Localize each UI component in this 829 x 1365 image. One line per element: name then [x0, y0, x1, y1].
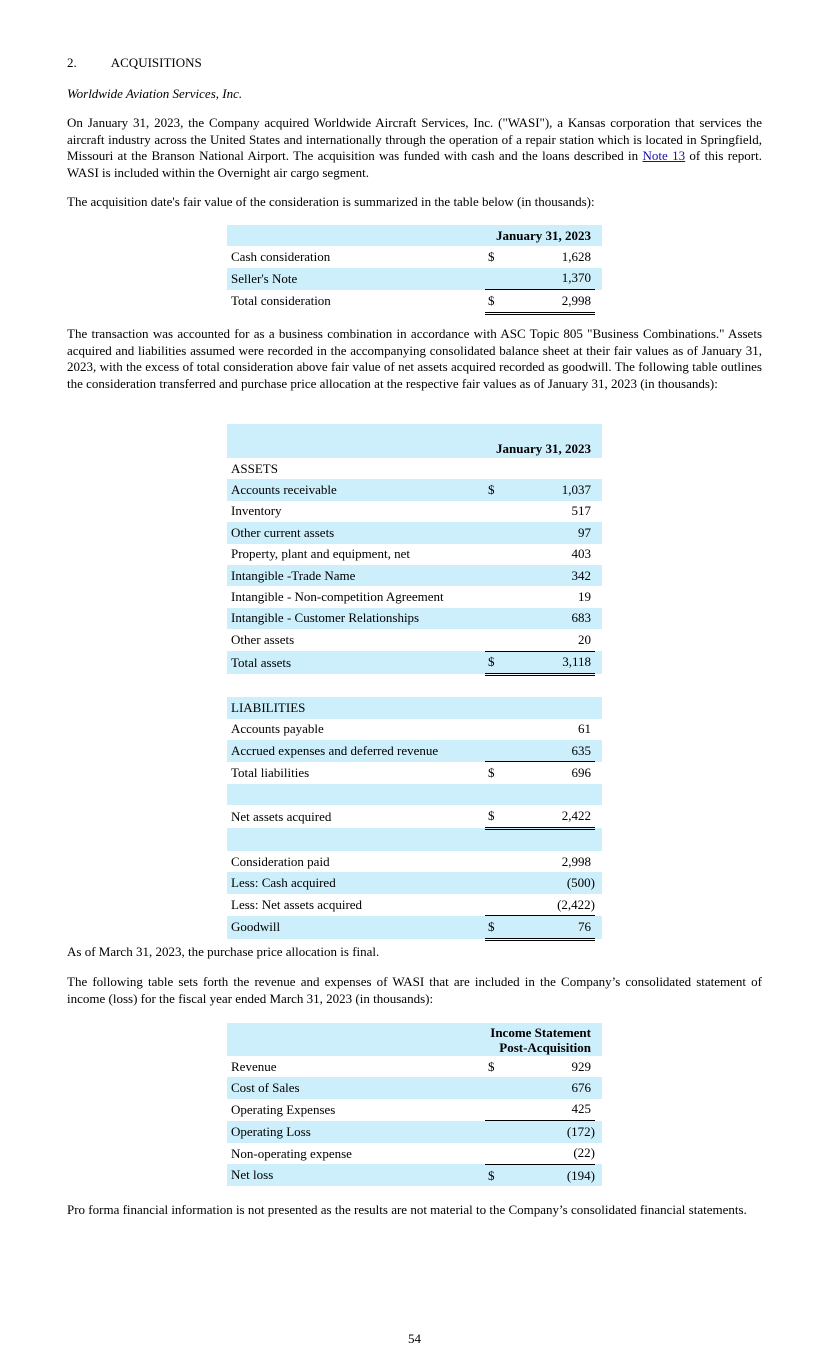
table-row: Total consideration $ 2,998: [227, 290, 602, 313]
table-row: Intangible - Customer Relationships 683: [227, 608, 602, 629]
table-row: Operating Expenses 425: [227, 1099, 602, 1121]
total-liabilities-row: Total liabilities $ 696: [231, 764, 591, 781]
paragraph-consideration-intro: The acquisition date's fair value of the consideration is summarized in the table below (in thousands):: [67, 194, 595, 209]
table-row: Other current assets 97: [227, 522, 602, 543]
section-number: 2.: [67, 55, 77, 70]
table-row: Inventory 517: [231, 503, 591, 519]
spacer-row: [227, 828, 602, 851]
paragraph-allocation-final: As of March 31, 2023, the purchase price allocation is final.: [67, 944, 380, 959]
spacer-row: [227, 784, 602, 805]
table-row: Cash consideration $ 1,628: [231, 249, 591, 265]
consideration-table: [227, 225, 602, 315]
paragraph-pro-forma: Pro forma financial information is not presented as the results are not material to the Company’s consolidated financial statements.: [67, 1202, 747, 1217]
paragraph-business-combination: The transaction was accounted for as a business combination in accordance with ASC Topic 805 "Business Combinations." Assets acquired and liabilities assumed were recorded in the accompanying consolidated balance sheet at their fair values as of January 31, 2023, with the excess of total consideration above fair value of net assets acquired recorded as goodwill. The following table outlines the consideration transferred and purchase price allocation at the respective fair values as of January 31, 2023 (in thousands):: [67, 326, 762, 391]
spacer-row: [227, 674, 602, 697]
liabilities-label-row: LIABILITIES: [227, 697, 602, 718]
table-row: Seller's Note 1,370: [227, 268, 602, 290]
subsection-title: Worldwide Aviation Services, Inc.: [67, 86, 243, 101]
goodwill-row: Goodwill $ 76: [227, 916, 602, 939]
table-header-row: January 31, 2023: [227, 225, 602, 246]
table-row: Revenue $ 929: [231, 1058, 591, 1074]
table-row: Less: Cash acquired (500): [227, 872, 602, 893]
table-row: Operating Loss (172): [227, 1121, 602, 1143]
table-row: Intangible -Trade Name 342: [227, 565, 602, 586]
table-row: Accounts receivable $ 1,037: [227, 479, 602, 500]
paragraph-revenue-expenses: The following table sets forth the revenue and expenses of WASI that are included in the Company’s consolidated statement of income (loss) for the fiscal year ended March 31, 2023 (in thousands):: [67, 974, 762, 1006]
purchase-price-allocation-table: [227, 424, 602, 941]
section-heading: [67, 55, 202, 71]
table-row: Cost of Sales 676: [227, 1077, 602, 1098]
header-line-2: Post-Acquisition: [499, 1039, 591, 1055]
net-loss-row: Net loss $ (194): [227, 1164, 602, 1186]
table-header-row: January 31, 2023: [227, 424, 602, 458]
net-assets-row: Net assets acquired $ 2,422: [227, 805, 602, 828]
paragraph-acquisition: On January 31, 2023, the Company acquired Worldwide Aircraft Services, Inc. ("WASI"), a Kansas corporation that services the aircraft industry across the United States and internationally through the operation of a repair station which is located in Springfield, Missouri at the Branson National Airport. The acquisition was funded with cash and the loans described in Note 13 of this report. WASI is included within the Overnight air cargo segment.: [67, 115, 762, 180]
section-title: ACQUISITIONS: [110, 55, 202, 70]
table-row: Accounts payable 61: [231, 721, 591, 737]
table-row: Property, plant and equipment, net 403: [231, 546, 591, 562]
table-row: Other assets 20: [227, 629, 602, 651]
assets-label-row: ASSETS: [231, 460, 278, 476]
header-line-1: Income Statement: [490, 1024, 591, 1040]
table-row: Non-operating expense (22): [227, 1143, 602, 1165]
income-statement-table: [227, 1023, 602, 1186]
note-13-link[interactable]: Note 13: [642, 148, 686, 163]
table-row: Accrued expenses and deferred revenue 635: [227, 740, 602, 762]
table-header-row: [227, 1023, 602, 1056]
table-row: Consideration paid 2,998: [231, 853, 591, 869]
total-assets-row: Total assets $ 3,118: [227, 651, 602, 674]
table-row: Intangible - Non-competition Agreement 19: [231, 589, 591, 605]
page-number: 54: [408, 1331, 421, 1346]
table-row: Less: Net assets acquired (2,422): [227, 894, 602, 916]
